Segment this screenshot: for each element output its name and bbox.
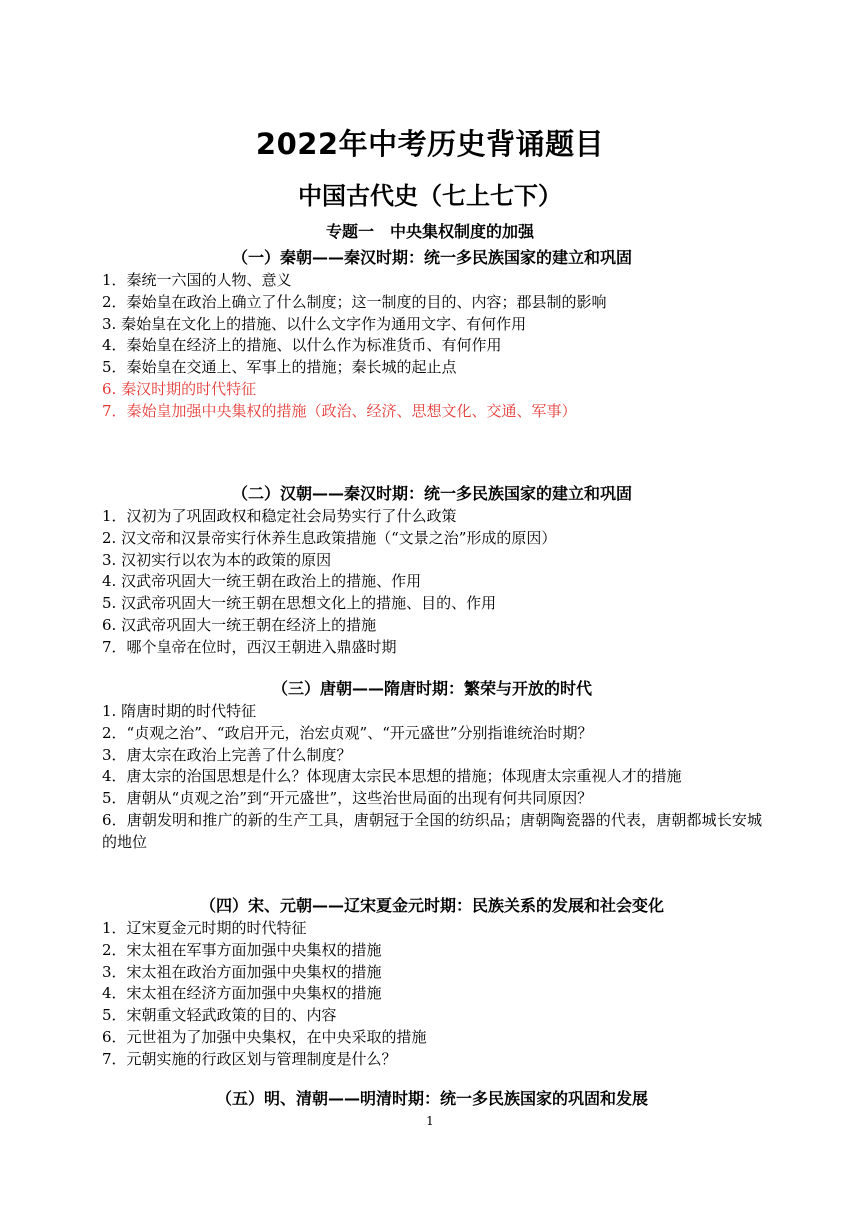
topic-title: 专题一 中央集权制度的加强 xyxy=(325,222,534,241)
section-han xyxy=(102,483,762,659)
page-number: 1 xyxy=(426,1114,434,1128)
list-item: 4．宋太祖在经济方面加强中央集权的措施 xyxy=(102,984,382,1003)
list-item: 6. 汉武帝巩固大一统王朝在经济上的措施 xyxy=(102,615,377,634)
list-item-highlighted: 7．秦始皇加强中央集权的措施（政治、经济、思想文化、交通、军事） xyxy=(102,401,577,420)
list-item: 3．唐太宗在政治上完善了什么制度？ xyxy=(102,745,352,764)
list-item: 2．“贞观之治”、“政启开元，治宏贞观”、“开元盛世”分别指谁统治时期？ xyxy=(102,723,593,742)
list-item: 3. 秦始皇在文化上的措施、以什么文字作为通用文字、有何作用 xyxy=(102,314,527,333)
list-item-highlighted: 6. 秦汉时期的时代特征 xyxy=(102,379,257,398)
list-item: 5．唐朝从“贞观之治”到“开元盛世”，这些治世局面的出现有何共同原因？ xyxy=(102,789,593,808)
list-item: 1. 隋唐时期的时代特征 xyxy=(102,702,257,720)
list-item: 1．汉初为了巩固政权和稳定社会局势实行了什么政策 xyxy=(102,507,457,525)
document-title: 2022年中考历史背诵题目 xyxy=(255,127,605,161)
list-item: 7．哪个皇帝在位时，西汉王朝进入鼎盛时期 xyxy=(102,637,397,656)
section-heading: （五）明、清朝——明清时期：统一多民族国家的巩固和发展 xyxy=(215,1089,648,1108)
section-heading: （四）宋、元朝——辽宋夏金元时期：民族关系的发展和社会变化 xyxy=(199,896,664,915)
list-item: 3. 汉初实行以农为本的政策的原因 xyxy=(102,550,332,569)
part-title: 中国古代史（七上七下） xyxy=(298,182,562,210)
list-item: 5．宋朝重文轻武政策的目的、内容 xyxy=(102,1006,337,1025)
section-tang xyxy=(102,678,762,854)
list-item: 2．宋太祖在军事方面加强中央集权的措施 xyxy=(102,940,382,959)
list-item: 4．唐太宗的治国思想是什么？体现唐太宗民本思想的措施；体现唐太宗重视人才的措施 xyxy=(102,767,682,786)
list-item: 2. 汉文帝和汉景帝实行休养生息政策措施（“文景之治”形成的原因） xyxy=(102,528,557,547)
list-item: 7．元朝实施的行政区划与管理制度是什么？ xyxy=(102,1049,397,1068)
section-qin xyxy=(102,247,762,423)
list-item: 5．秦始皇在交通上、军事上的措施；秦长城的起止点 xyxy=(102,358,457,377)
list-item: 2．秦始皇在政治上确立了什么制度；这一制度的目的、内容；郡县制的影响 xyxy=(102,292,607,311)
section-heading: （二）汉朝——秦汉时期：统一多民族国家的建立和巩固 xyxy=(231,484,632,503)
section-heading: （三）唐朝——隋唐时期：繁荣与开放的时代 xyxy=(271,679,592,698)
list-item: 1．秦统一六国的人物、意义 xyxy=(102,271,292,289)
section-song-yuan xyxy=(102,895,762,1071)
list-item: 3．宋太祖在政治方面加强中央集权的措施 xyxy=(102,962,382,981)
list-item: 1．辽宋夏金元时期的时代特征 xyxy=(102,919,307,937)
list-item: 6．唐朝发明和推广的新的生产工具，唐朝冠于全国的纺织品；唐朝陶瓷器的代表，唐朝都城长安城的地位 xyxy=(102,810,762,851)
list-item: 4. 汉武帝巩固大一统王朝在政治上的措施、作用 xyxy=(102,572,422,591)
list-item: 6．元世祖为了加强中央集权，在中央采取的措施 xyxy=(102,1027,427,1046)
section-heading: （一）秦朝——秦汉时期：统一多民族国家的建立和巩固 xyxy=(231,248,632,267)
section-ming-qing xyxy=(102,1088,762,1111)
list-item: 5. 汉武帝巩固大一统王朝在思想文化上的措施、目的、作用 xyxy=(102,594,497,613)
list-item: 4．秦始皇在经济上的措施、以什么作为标准货币、有何作用 xyxy=(102,336,502,355)
